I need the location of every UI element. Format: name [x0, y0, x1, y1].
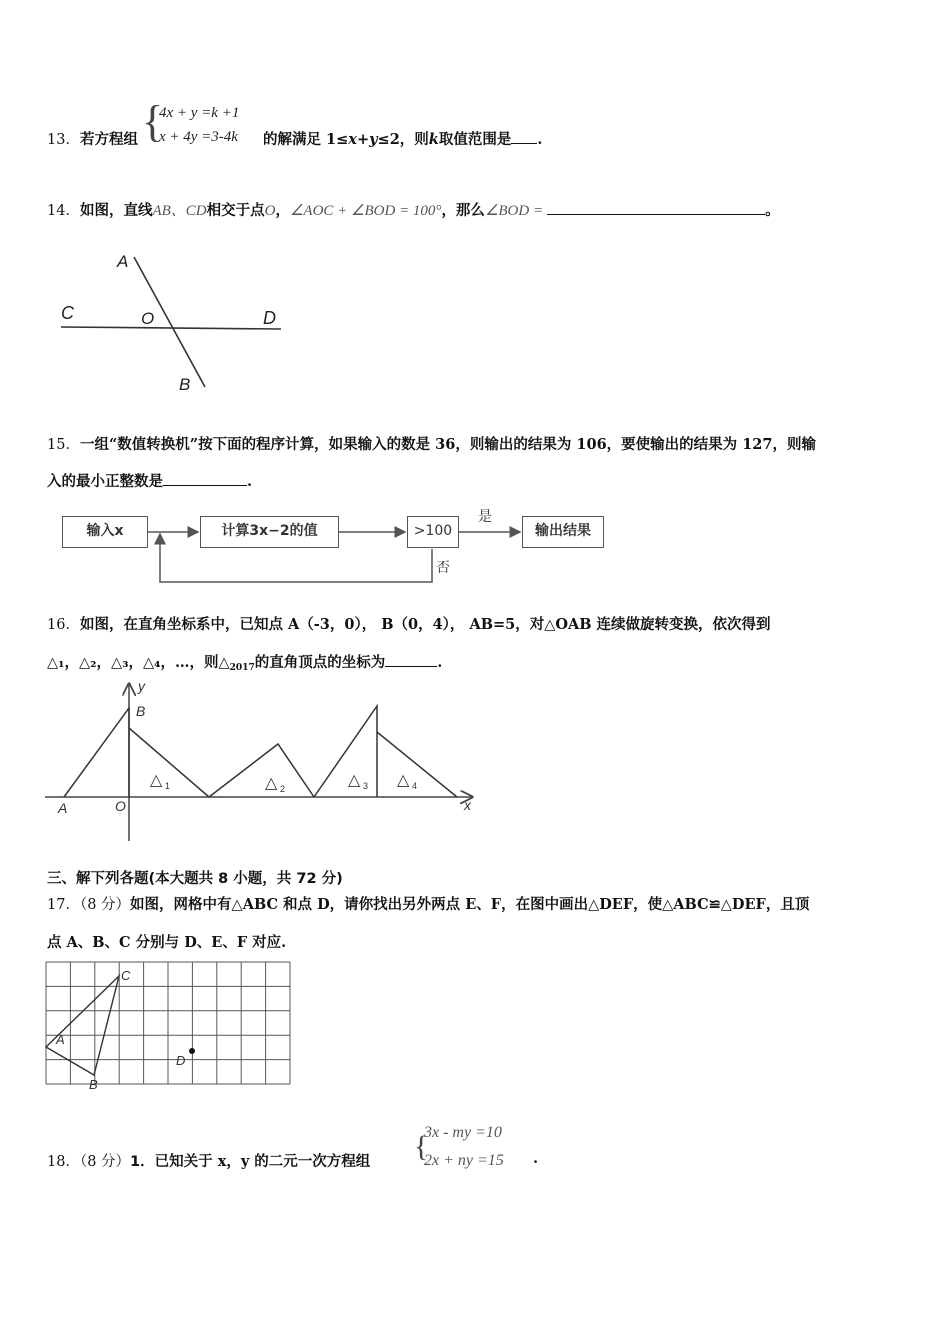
- q17-label-d: D: [176, 1053, 186, 1068]
- q17-line-1: [47, 893, 809, 914]
- q15-text-1: 一组“数值转换机”按下面的程序计算，如果输入的数是 36，则输出的结果为 106，要使输出的结果为 127，则输: [79, 436, 816, 453]
- q15-text-2: 入的最小正整数是: [47, 473, 163, 490]
- q16-label-a: A: [58, 800, 68, 816]
- q14-number: 14．: [47, 203, 80, 219]
- q14-then: ，那么: [441, 202, 485, 219]
- q13: [47, 128, 138, 149]
- q14: [47, 199, 780, 220]
- q16-line-1: [47, 613, 771, 634]
- q16-end: .: [437, 654, 443, 671]
- q16-label-x: x: [464, 797, 471, 813]
- q13-system: [159, 101, 239, 149]
- q15-line-2: [47, 470, 252, 491]
- section-3-title: 三、解下列各题(本大题共 8 小题，共 72 分): [47, 871, 343, 887]
- q13-suffix-b: ≤2，则: [377, 131, 429, 148]
- q18-equation-1: 3x - my =10: [424, 1124, 502, 1141]
- q16-figure: [40, 676, 490, 846]
- q16-label-t1: △: [150, 772, 163, 789]
- q18: [47, 1150, 370, 1171]
- q16-label-t3: △: [348, 772, 361, 789]
- q16-label-b: B: [136, 703, 146, 719]
- q13-answer-blank[interactable]: [511, 143, 537, 144]
- q15-end: .: [247, 473, 253, 490]
- q14-label-d: D: [263, 308, 276, 328]
- q14-label-c: C: [61, 303, 74, 323]
- q18-equation-2: 2x + ny =15: [424, 1152, 504, 1169]
- line-cd: [61, 327, 281, 329]
- flow-yes-label: 是: [478, 509, 492, 525]
- q14-ask: ∠BOD =: [484, 203, 544, 219]
- q18-text: 已知关于 x，y 的二元一次方程组: [154, 1153, 371, 1170]
- q17-label-c: C: [121, 968, 131, 983]
- q13-equation-2: x + 4y =3-4k: [159, 129, 238, 145]
- q14-end: 。: [765, 202, 780, 219]
- q16-label-o: O: [115, 798, 126, 814]
- q16-label-t2-sub: 2: [280, 784, 286, 794]
- q16-number: 16．: [47, 617, 80, 633]
- q14-comma: ，: [275, 202, 290, 219]
- q13-condition: [263, 128, 542, 149]
- q13-var-x: x: [348, 131, 357, 148]
- q13-brace: {: [142, 97, 164, 146]
- q18-system: [424, 1119, 504, 1175]
- flow-input-box: 输入x: [62, 516, 148, 548]
- triangle-oab: [64, 708, 129, 797]
- q17-text-2: 点 A、B、C 分别与 D、E、F 对应.: [47, 934, 287, 951]
- q14-lines: AB、CD: [152, 203, 207, 219]
- flow-no-label: 否: [436, 560, 450, 576]
- q14-condition: ∠AOC + ∠BOD = 100°: [289, 203, 442, 219]
- triangle-abc: [46, 976, 119, 1075]
- q13-prefix: 若方程组: [79, 131, 138, 148]
- q16-label-t2: △: [265, 775, 278, 792]
- q13-plus: +: [356, 131, 370, 148]
- q18-item: 1．: [130, 1154, 155, 1170]
- flow-output-box: 输出结果: [522, 516, 604, 548]
- q16-label-t1-sub: 1: [165, 781, 171, 791]
- q13-end: .: [537, 131, 543, 148]
- q14-point: O: [264, 203, 276, 219]
- point-d: [189, 1048, 195, 1054]
- q17-label-b: B: [89, 1077, 98, 1092]
- q14-label-b: B: [179, 375, 191, 394]
- q16-text-1: 如图，在直角坐标系中，已知点 A（-3，0）， B（0，4）， AB=5，对△OAB 连续做旋转变换，依次得到: [79, 616, 771, 633]
- q16-answer-blank[interactable]: [385, 666, 437, 667]
- q14-label-o: O: [141, 309, 155, 328]
- q16-text-2: △₁，△₂，△₃，△₄，…，则△: [47, 654, 230, 671]
- flow-compute-box: 计算3x−2的值: [200, 516, 339, 548]
- q17-score: （8 分）: [79, 897, 131, 913]
- q13-var-k: k: [428, 131, 439, 148]
- q17-label-a: A: [56, 1032, 65, 1047]
- q15-number: 15．: [47, 437, 80, 453]
- q17-line-2: [47, 931, 286, 952]
- q17-text-1: 如图，网格中有△ABC 和点 D，请你找出另外两点 E、F，在图中画出△DEF，使△ABC≌△DEF，且顶: [130, 896, 810, 913]
- q18-score: （8 分）: [79, 1154, 131, 1170]
- q13-suffix-c: 取值范围是: [438, 131, 512, 148]
- q16-label-t4-sub: 4: [412, 781, 418, 791]
- q15-answer-blank[interactable]: [163, 485, 247, 486]
- q16-subscript: 2017: [229, 663, 255, 673]
- q16-text-3: 的直角顶点的坐标为: [254, 654, 386, 671]
- q17-grid-figure: [40, 958, 300, 1093]
- q18-number: 18．: [47, 1154, 80, 1170]
- q14-figure: [55, 245, 290, 395]
- q16-label-t4: △: [397, 772, 410, 789]
- q13-number: 13．: [47, 132, 80, 148]
- grid: [46, 962, 290, 1084]
- q13-equation-1: 4x + y =k +1: [159, 105, 240, 121]
- q16-label-y: y: [138, 678, 145, 694]
- q14-prefix: 如图，直线: [79, 202, 153, 219]
- q16-line-2: [47, 651, 442, 673]
- q15-line-1: [47, 433, 816, 454]
- q14-label-a: A: [117, 252, 129, 271]
- q13-suffix-a: 的解满足 1≤: [263, 131, 349, 148]
- q17-number: 17．: [47, 897, 80, 913]
- q18-end: .: [533, 1150, 539, 1167]
- q14-mid: 相交于点: [206, 202, 265, 219]
- flow-compare-box: >100: [407, 516, 459, 548]
- q16-label-t3-sub: 3: [363, 781, 369, 791]
- q14-answer-blank[interactable]: [547, 214, 765, 215]
- triangle-2: [209, 744, 314, 797]
- q18-brace: {: [414, 1130, 429, 1163]
- q13-var-y: y: [369, 131, 378, 148]
